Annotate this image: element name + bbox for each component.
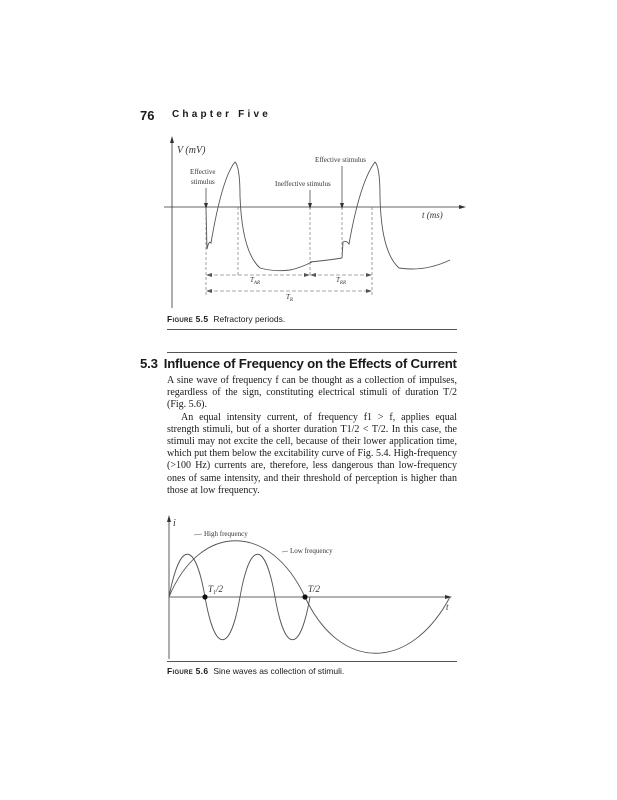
t-half-label: T/2: [308, 584, 321, 594]
section-top-rule: [167, 352, 457, 353]
paragraph-2: An equal intensity current, of frequency f1 > f, applies equal strength stimuli, but of a shorter duration T1/2 < T/2. In this case, the stimuli may not excite the cell, because of their lower application time, which put them below the excitability curve of Fig. 5.4. High-frequency (>100 Hz) currents are, therefore, less dangerous than low-frequency ones of same intensity, and their threshold of perception is higher than those at low frequency.: [167, 411, 457, 496]
figure-5-5-caption-label: Figure 5.5: [167, 314, 209, 324]
t1-half-marker: [202, 594, 207, 599]
section-heading: [140, 356, 457, 371]
paragraph-1: A sine wave of frequency f can be thought as a collection of impulses, regardless of the sign, constituting electrical stimuli of duration T/2 (Fig. 5.6).: [167, 375, 457, 411]
ineffective-stimulus-label: Ineffective stimulus: [275, 180, 331, 188]
tar-label: $T_{AR}$: [250, 276, 261, 286]
trr-label: $T_{RR}$: [336, 276, 347, 286]
tar-arrow-right: [304, 273, 310, 277]
high-frequency-leader: [194, 534, 202, 535]
tar-arrow-left: [206, 273, 212, 277]
low-frequency-leader: [282, 551, 288, 552]
figure-5-6-rule: [167, 661, 457, 662]
tr-arrow-right: [366, 289, 372, 293]
effective-stimulus-left-label-1: Effective: [190, 168, 216, 176]
effective-stimulus-left-label-2: stimulus: [191, 178, 215, 186]
effective-stimulus-right-label: Effective stimulus: [315, 156, 366, 164]
section-number: 5.3: [140, 356, 158, 371]
figure-5-5-caption: [167, 314, 285, 324]
chapter-title: Chapter Five: [172, 109, 271, 120]
high-frequency-label: High frequency: [204, 530, 248, 538]
arrowhead-2: [308, 203, 312, 209]
figure-5-5-rule: [167, 329, 457, 330]
figure-5-6-caption-label: Figure 5.6: [167, 666, 209, 676]
fig55-x-arrow: [459, 205, 466, 209]
stimulus-2-ineffective: [310, 258, 342, 262]
low-frequency-label: Low frequency: [290, 547, 333, 555]
figure-5-5-caption-text: Refractory periods.: [213, 314, 286, 324]
figure-5-6-caption-text: Sine waves as collection of stimuli.: [213, 666, 345, 676]
t-half-marker: [302, 594, 307, 599]
figure-5-6-caption: [167, 666, 344, 676]
arrowhead-3: [340, 203, 344, 209]
arrowhead-1: [204, 203, 208, 209]
fig56-x-arrow: [445, 595, 452, 599]
fig55-y-arrow: [170, 136, 174, 143]
trr-arrow-left: [310, 273, 316, 277]
fig55-y-axis-label: V (mV): [177, 145, 206, 156]
trr-arrow-right: [366, 273, 372, 277]
figure-5-6: [160, 512, 470, 660]
fig56-x-axis-label: t: [446, 602, 449, 612]
action-potential-1: [206, 162, 312, 271]
fig56-y-arrow: [167, 515, 171, 522]
t1-half-label: $T_1/2$: [208, 584, 224, 596]
fig56-y-axis-label: i: [173, 518, 176, 529]
figure-5-5: [150, 130, 470, 310]
page-number: 76: [140, 108, 155, 123]
tr-label: $T_R$: [286, 293, 293, 303]
tr-arrow-left: [206, 289, 212, 293]
section-title: Influence of Frequency on the Effects of Current: [163, 356, 457, 371]
section-body: [167, 375, 457, 497]
fig55-x-axis-label: t (ms): [422, 210, 443, 220]
